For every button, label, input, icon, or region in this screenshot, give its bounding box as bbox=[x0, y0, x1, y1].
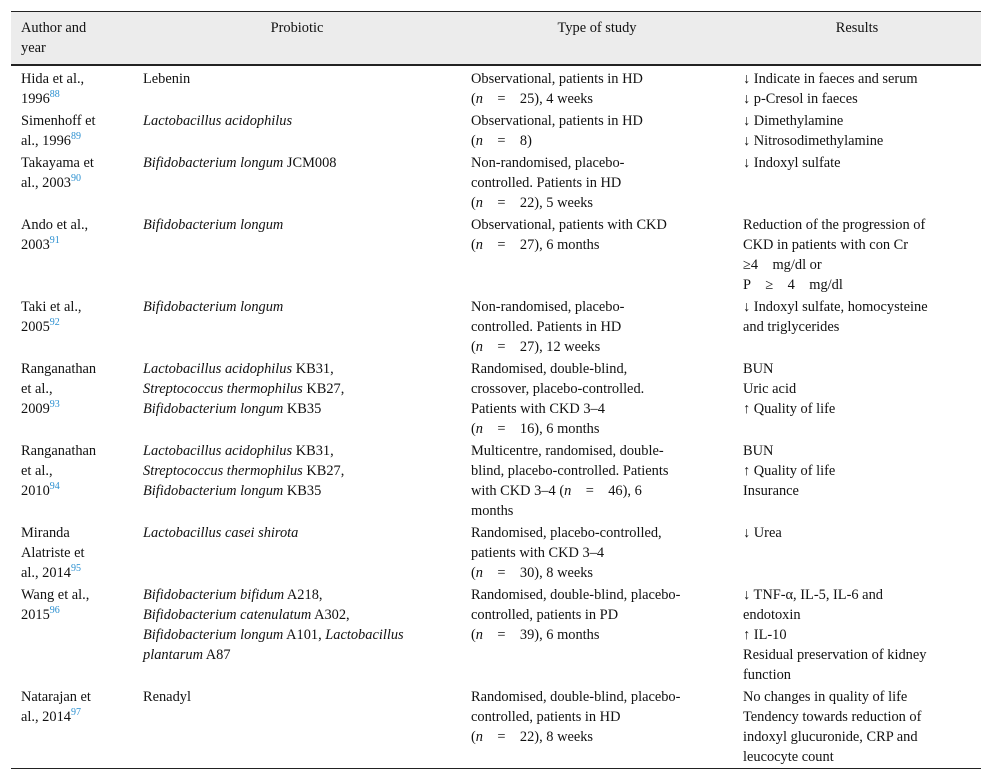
cell-results bbox=[733, 440, 981, 522]
author-line: Wang et al., bbox=[21, 587, 90, 603]
table-row bbox=[11, 296, 981, 358]
probiotic-line: Bifidobacterium longum JCM008 bbox=[143, 155, 337, 171]
probiotic-line: Renadyl bbox=[143, 689, 191, 705]
author-line: Ranganathan bbox=[21, 443, 97, 459]
study-line: Patients with CKD 3–4 bbox=[471, 401, 605, 417]
table-row bbox=[11, 152, 981, 214]
probiotic-line: Bifidobacterium bifidum A218, bbox=[143, 587, 323, 603]
cell-results bbox=[733, 358, 981, 440]
probiotic-line: Lactobacillus casei shirota bbox=[143, 525, 299, 541]
reference-link[interactable]: 96 bbox=[49, 605, 60, 617]
study-line: Randomised, double-blind, bbox=[471, 361, 628, 377]
result-line: ↑ Quality of life bbox=[743, 401, 836, 417]
result-line: BUN bbox=[743, 361, 774, 377]
author-line: et al., bbox=[21, 463, 53, 479]
author-line: Taki et al., bbox=[21, 299, 82, 315]
study-line: with CKD 3–4 (n = 46), 6 bbox=[471, 483, 642, 499]
cell-author-year bbox=[11, 584, 133, 686]
cell-results bbox=[733, 296, 981, 358]
cell-author-year bbox=[11, 65, 133, 110]
table-row bbox=[11, 110, 981, 152]
probiotic-line: Bifidobacterium longum KB35 bbox=[143, 483, 322, 499]
study-line: (n = 39), 6 months bbox=[471, 627, 600, 643]
author-line: Takayama et bbox=[21, 155, 94, 171]
table-row bbox=[11, 358, 981, 440]
study-line: (n = 25), 4 weeks bbox=[471, 91, 594, 107]
table-row bbox=[11, 440, 981, 522]
result-line: ↓ TNF-α, IL-5, IL-6 and bbox=[743, 587, 883, 603]
study-line: controlled, patients in HD bbox=[471, 709, 621, 725]
study-line: Randomised, double-blind, placebo- bbox=[471, 587, 681, 603]
result-line: ↑ Quality of life bbox=[743, 463, 836, 479]
result-line: ↓ Urea bbox=[743, 525, 782, 541]
cell-author-year bbox=[11, 358, 133, 440]
author-line: Simenhoff et bbox=[21, 113, 96, 129]
header-author-year: Author and year bbox=[21, 20, 87, 56]
cell-probiotic bbox=[133, 214, 461, 296]
result-line: indoxyl glucuronide, CRP and bbox=[743, 729, 918, 745]
cell-type-of-study bbox=[461, 296, 733, 358]
result-line: ↓ p-Cresol in faeces bbox=[743, 91, 858, 107]
result-line: leucocyte count bbox=[743, 749, 834, 765]
study-line: Observational, patients in HD bbox=[471, 71, 643, 87]
study-line: (n = 8) bbox=[471, 133, 532, 149]
study-line: Observational, patients in HD bbox=[471, 113, 643, 129]
author-line: al., 1996$^{89}$ bbox=[21, 131, 81, 149]
cell-results bbox=[733, 522, 981, 584]
probiotic-line: Lactobacillus acidophilus KB31, bbox=[143, 361, 334, 377]
cell-type-of-study bbox=[461, 152, 733, 214]
result-line: Residual preservation of kidney bbox=[743, 647, 927, 663]
author-line: al., 2014$^{95}$ bbox=[21, 563, 81, 581]
reference-link[interactable]: 90 bbox=[70, 173, 81, 185]
probiotic-line: Bifidobacterium longum bbox=[143, 217, 284, 233]
cell-probiotic bbox=[133, 152, 461, 214]
result-line: ↓ Indoxyl sulfate, homocysteine bbox=[743, 299, 928, 315]
study-line: months bbox=[471, 503, 514, 519]
author-line: 2005$^{92}$ bbox=[21, 317, 60, 335]
author-line: 1996$^{88}$ bbox=[21, 89, 60, 107]
table-row bbox=[11, 686, 981, 769]
cell-probiotic bbox=[133, 584, 461, 686]
result-line: Uric acid bbox=[743, 381, 797, 397]
result-line: BUN bbox=[743, 443, 774, 459]
study-line: Non-randomised, placebo- bbox=[471, 299, 625, 315]
result-line: CKD in patients with con Cr bbox=[743, 237, 909, 253]
header-type-of-study: Type of study bbox=[557, 20, 637, 36]
cell-type-of-study bbox=[461, 214, 733, 296]
cell-probiotic bbox=[133, 358, 461, 440]
result-line: Insurance bbox=[743, 483, 799, 499]
cell-probiotic bbox=[133, 522, 461, 584]
author-line: 2009$^{93}$ bbox=[21, 399, 60, 417]
reference-link[interactable]: 92 bbox=[49, 317, 60, 329]
study-line: (n = 30), 8 weeks bbox=[471, 565, 594, 581]
probiotic-line: Bifidobacterium longum A101, Lactobacillus bbox=[143, 627, 404, 643]
cell-type-of-study bbox=[461, 65, 733, 110]
cell-type-of-study bbox=[461, 110, 733, 152]
reference-link[interactable]: 94 bbox=[49, 481, 60, 493]
study-line: blind, placebo-controlled. Patients bbox=[471, 463, 669, 479]
result-line: endotoxin bbox=[743, 607, 801, 623]
cell-probiotic bbox=[133, 65, 461, 110]
cell-type-of-study bbox=[461, 522, 733, 584]
author-line: 2015$^{96}$ bbox=[21, 605, 60, 623]
result-line: ↓ Dimethylamine bbox=[743, 113, 844, 129]
cell-results bbox=[733, 686, 981, 769]
cell-probiotic bbox=[133, 440, 461, 522]
study-line: (n = 27), 12 weeks bbox=[471, 339, 601, 355]
result-line: No changes in quality of life bbox=[743, 689, 908, 705]
study-line: Multicentre, randomised, double- bbox=[471, 443, 664, 459]
probiotic-line: Bifidobacterium longum KB35 bbox=[143, 401, 322, 417]
result-line: P ≥ 4 mg/dl bbox=[743, 277, 843, 293]
result-line: and triglycerides bbox=[743, 319, 840, 335]
author-line: 2010$^{94}$ bbox=[21, 481, 60, 499]
study-line: controlled. Patients in HD bbox=[471, 319, 622, 335]
probiotic-line: Lactobacillus acidophilus bbox=[143, 113, 293, 129]
table-header-row bbox=[11, 12, 981, 66]
result-line: Tendency towards reduction of bbox=[743, 709, 922, 725]
result-line: ↓ Indoxyl sulfate bbox=[743, 155, 841, 171]
author-line: Miranda bbox=[21, 525, 70, 541]
probiotic-line: Bifidobacterium catenulatum A302, bbox=[143, 607, 350, 623]
probiotic-line: Streptococcus thermophilus KB27, bbox=[143, 463, 345, 479]
cell-results bbox=[733, 65, 981, 110]
cell-probiotic bbox=[133, 686, 461, 769]
author-line: Ando et al., bbox=[21, 217, 89, 233]
cell-results bbox=[733, 584, 981, 686]
cell-author-year bbox=[11, 152, 133, 214]
cell-author-year bbox=[11, 296, 133, 358]
cell-probiotic bbox=[133, 296, 461, 358]
cell-probiotic bbox=[133, 110, 461, 152]
study-line: controlled, patients in PD bbox=[471, 607, 619, 623]
reference-link[interactable]: 97 bbox=[70, 707, 81, 719]
reference-link[interactable]: 91 bbox=[49, 235, 60, 247]
probiotic-line: Streptococcus thermophilus KB27, bbox=[143, 381, 345, 397]
study-line: (n = 27), 6 months bbox=[471, 237, 600, 253]
result-line: ≥4 mg/dl or bbox=[743, 257, 822, 273]
table-row bbox=[11, 522, 981, 584]
cell-results bbox=[733, 152, 981, 214]
header-results: Results bbox=[835, 20, 879, 36]
cell-type-of-study bbox=[461, 584, 733, 686]
study-line: Randomised, double-blind, placebo- bbox=[471, 689, 681, 705]
reference-link[interactable]: 95 bbox=[70, 563, 81, 575]
table-row bbox=[11, 214, 981, 296]
result-line: ↓ Nitrosodimethylamine bbox=[743, 133, 884, 149]
cell-author-year bbox=[11, 440, 133, 522]
probiotic-line: Lebenin bbox=[143, 71, 191, 87]
probiotic-studies-table bbox=[11, 11, 981, 769]
header-probiotic: Probiotic bbox=[270, 20, 324, 36]
cell-results bbox=[733, 214, 981, 296]
result-line: Reduction of the progression of bbox=[743, 217, 926, 233]
author-line: al., 2003$^{90}$ bbox=[21, 173, 81, 191]
author-line: al., 2014$^{97}$ bbox=[21, 707, 81, 725]
study-line: Observational, patients with CKD bbox=[471, 217, 667, 233]
study-line: Non-randomised, placebo- bbox=[471, 155, 625, 171]
probiotic-line: Bifidobacterium longum bbox=[143, 299, 284, 315]
cell-author-year bbox=[11, 522, 133, 584]
study-line: controlled. Patients in HD bbox=[471, 175, 622, 191]
author-line: Ranganathan bbox=[21, 361, 97, 377]
study-line: (n = 22), 8 weeks bbox=[471, 729, 594, 745]
author-line: Natarajan et bbox=[21, 689, 91, 705]
author-line: 2003$^{91}$ bbox=[21, 235, 60, 253]
probiotic-line: Lactobacillus acidophilus KB31, bbox=[143, 443, 334, 459]
reference-link[interactable]: 89 bbox=[70, 131, 81, 143]
cell-author-year bbox=[11, 686, 133, 769]
cell-author-year bbox=[11, 214, 133, 296]
author-line: Alatriste et bbox=[21, 545, 85, 561]
cell-type-of-study bbox=[461, 358, 733, 440]
reference-link[interactable]: 88 bbox=[49, 89, 60, 101]
result-line: ↑ IL-10 bbox=[743, 627, 787, 643]
author-line: et al., bbox=[21, 381, 53, 397]
cell-author-year bbox=[11, 110, 133, 152]
study-line: Randomised, placebo-controlled, bbox=[471, 525, 662, 541]
result-line: ↓ Indicate in faeces and serum bbox=[743, 71, 918, 87]
probiotic-line: plantarum A87 bbox=[143, 647, 231, 663]
reference-link[interactable]: 93 bbox=[49, 399, 60, 411]
table-row bbox=[11, 584, 981, 686]
study-line: (n = 22), 5 weeks bbox=[471, 195, 594, 211]
result-line: function bbox=[743, 667, 791, 683]
table-row bbox=[11, 65, 981, 110]
author-line: Hida et al., bbox=[21, 71, 85, 87]
study-line: (n = 16), 6 months bbox=[471, 421, 600, 437]
study-line: patients with CKD 3–4 bbox=[471, 545, 605, 561]
cell-type-of-study bbox=[461, 440, 733, 522]
cell-results bbox=[733, 110, 981, 152]
study-line: crossover, placebo-controlled. bbox=[471, 381, 645, 397]
cell-type-of-study bbox=[461, 686, 733, 769]
